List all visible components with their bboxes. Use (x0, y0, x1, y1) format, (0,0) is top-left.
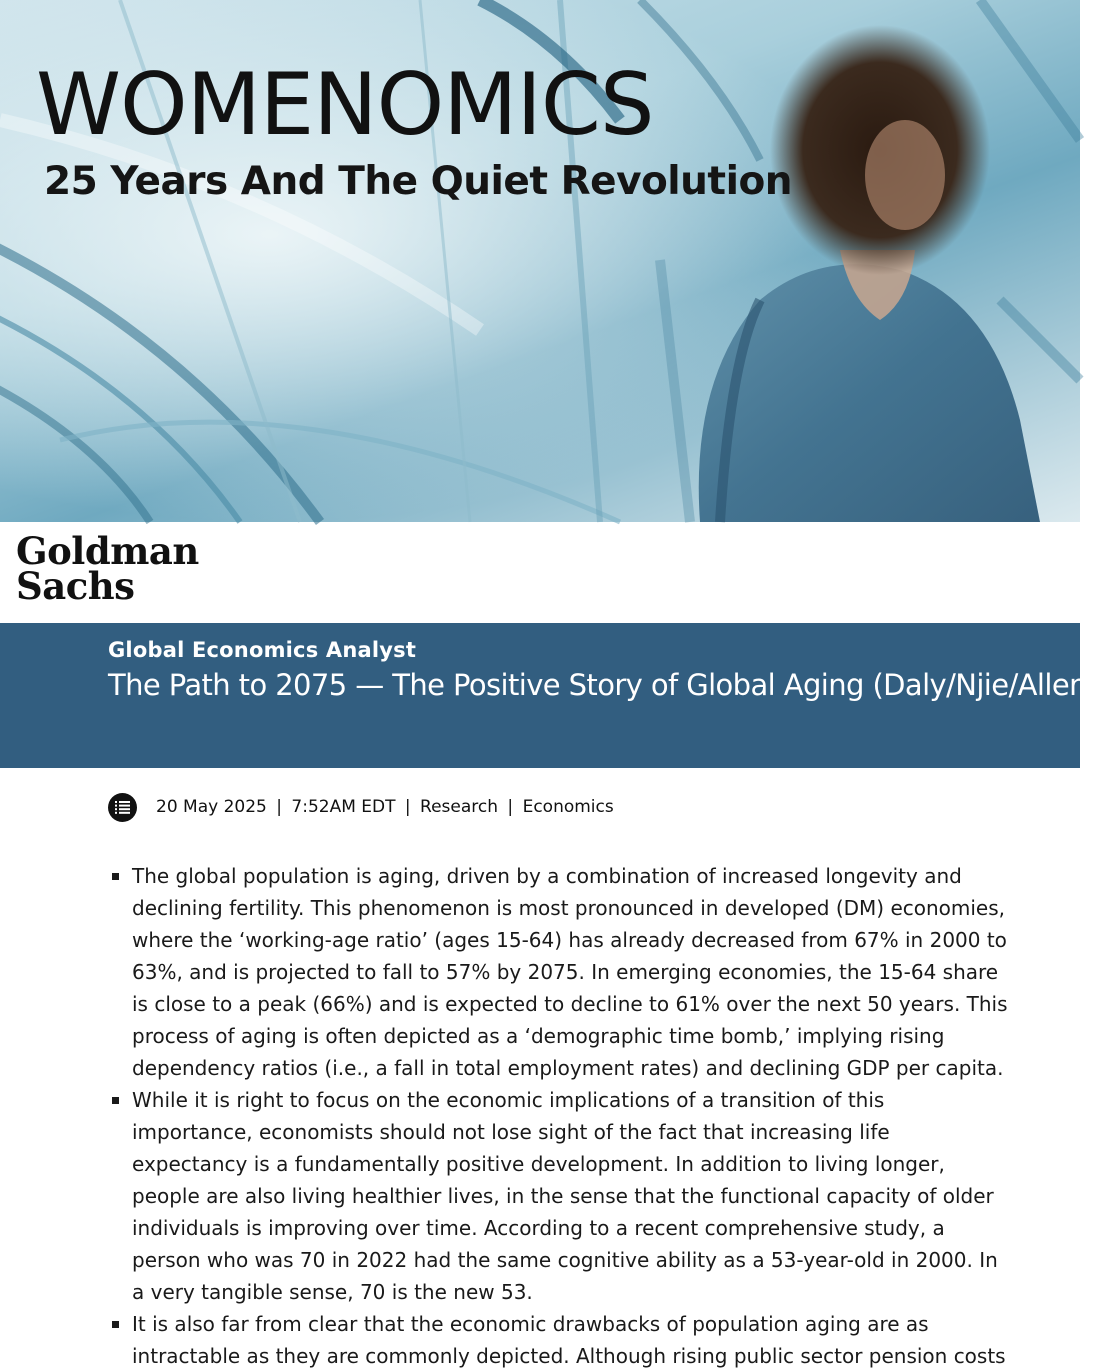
article-meta: 20 May 2025 | 7:52AM EDT | Research | Economics (156, 797, 614, 817)
hero-image (0, 0, 1080, 522)
bullet-text-line: While it is right to focus on the economic implications of a transition of this (132, 1088, 885, 1112)
publish-date: 20 May 2025 (156, 797, 267, 817)
bullet-text-line: person who was 70 in 2022 had the same cognitive ability as a 53-year-old in 2000. In (132, 1248, 998, 1272)
logo-line-1: Goldman (16, 529, 199, 573)
list-icon (108, 793, 137, 822)
section-link[interactable]: Research (420, 797, 499, 817)
bullet-marker-icon (112, 1321, 119, 1328)
bullet-text-line: It is also far from clear that the economic drawbacks of population aging are as (132, 1312, 929, 1336)
goldman-sachs-logo (16, 529, 199, 608)
summary-bullets (132, 860, 1008, 1372)
summary-bullet (132, 1084, 998, 1308)
bullet-text-line: process of aging is often depicted as a ‘demographic time bomb,’ implying rising (132, 1024, 945, 1048)
publish-time: 7:52AM EDT (291, 797, 396, 817)
hero-title: WOMENOMICS (36, 55, 654, 155)
bullet-text-line: declining fertility. This phenomenon is most pronounced in developed (DM) economies, (132, 896, 1006, 920)
bullet-text-line: individuals is improving over time. According to a recent comprehensive study, a (132, 1216, 945, 1240)
topic-link[interactable]: Economics (522, 797, 614, 817)
bullet-text-line: a very tangible sense, 70 is the new 53. (132, 1280, 533, 1304)
bullet-text-line: 63%, and is projected to fall to 57% by 2075. In emerging economies, the 15-64 share (132, 960, 999, 984)
bullet-text-line: is close to a peak (66%) and is expected to decline to 61% over the next 50 years. This (132, 992, 1008, 1016)
bullet-text-line: The global population is aging, driven by a combination of increased longevity and (132, 864, 962, 888)
summary-bullet (132, 860, 1008, 1084)
hero-subtitle: 25 Years And The Quiet Revolution (44, 159, 792, 204)
bullet-text-line: importance, economists should not lose sight of the fact that increasing life (132, 1120, 890, 1144)
bullet-text-line: expectancy is a fundamentally positive development. In addition to living longer, (132, 1152, 945, 1176)
bullet-marker-icon (112, 1097, 119, 1104)
bullet-text-line: people are also living healthier lives, in the sense that the functional capacity of older (132, 1184, 994, 1208)
bullet-text-line: intractable as they are commonly depicted. Although rising public sector pension costs (132, 1344, 1006, 1368)
bullet-text-line: where the ‘working-age ratio’ (ages 15-64) has already decreased from 67% in 2000 to (132, 928, 1007, 952)
logo-line-2: Sachs (16, 564, 135, 608)
bullet-text-line: dependency ratios (i.e., a fall in total employment rates) and declining GDP per capita. (132, 1056, 1004, 1080)
article-headline: The Path to 2075 — The Positive Story of Global Aging (Daly/Njie/Allen) (108, 668, 1098, 702)
bullet-marker-icon (112, 873, 119, 880)
publication-kicker: Global Economics Analyst (108, 638, 417, 662)
summary-bullet (132, 1308, 1006, 1372)
